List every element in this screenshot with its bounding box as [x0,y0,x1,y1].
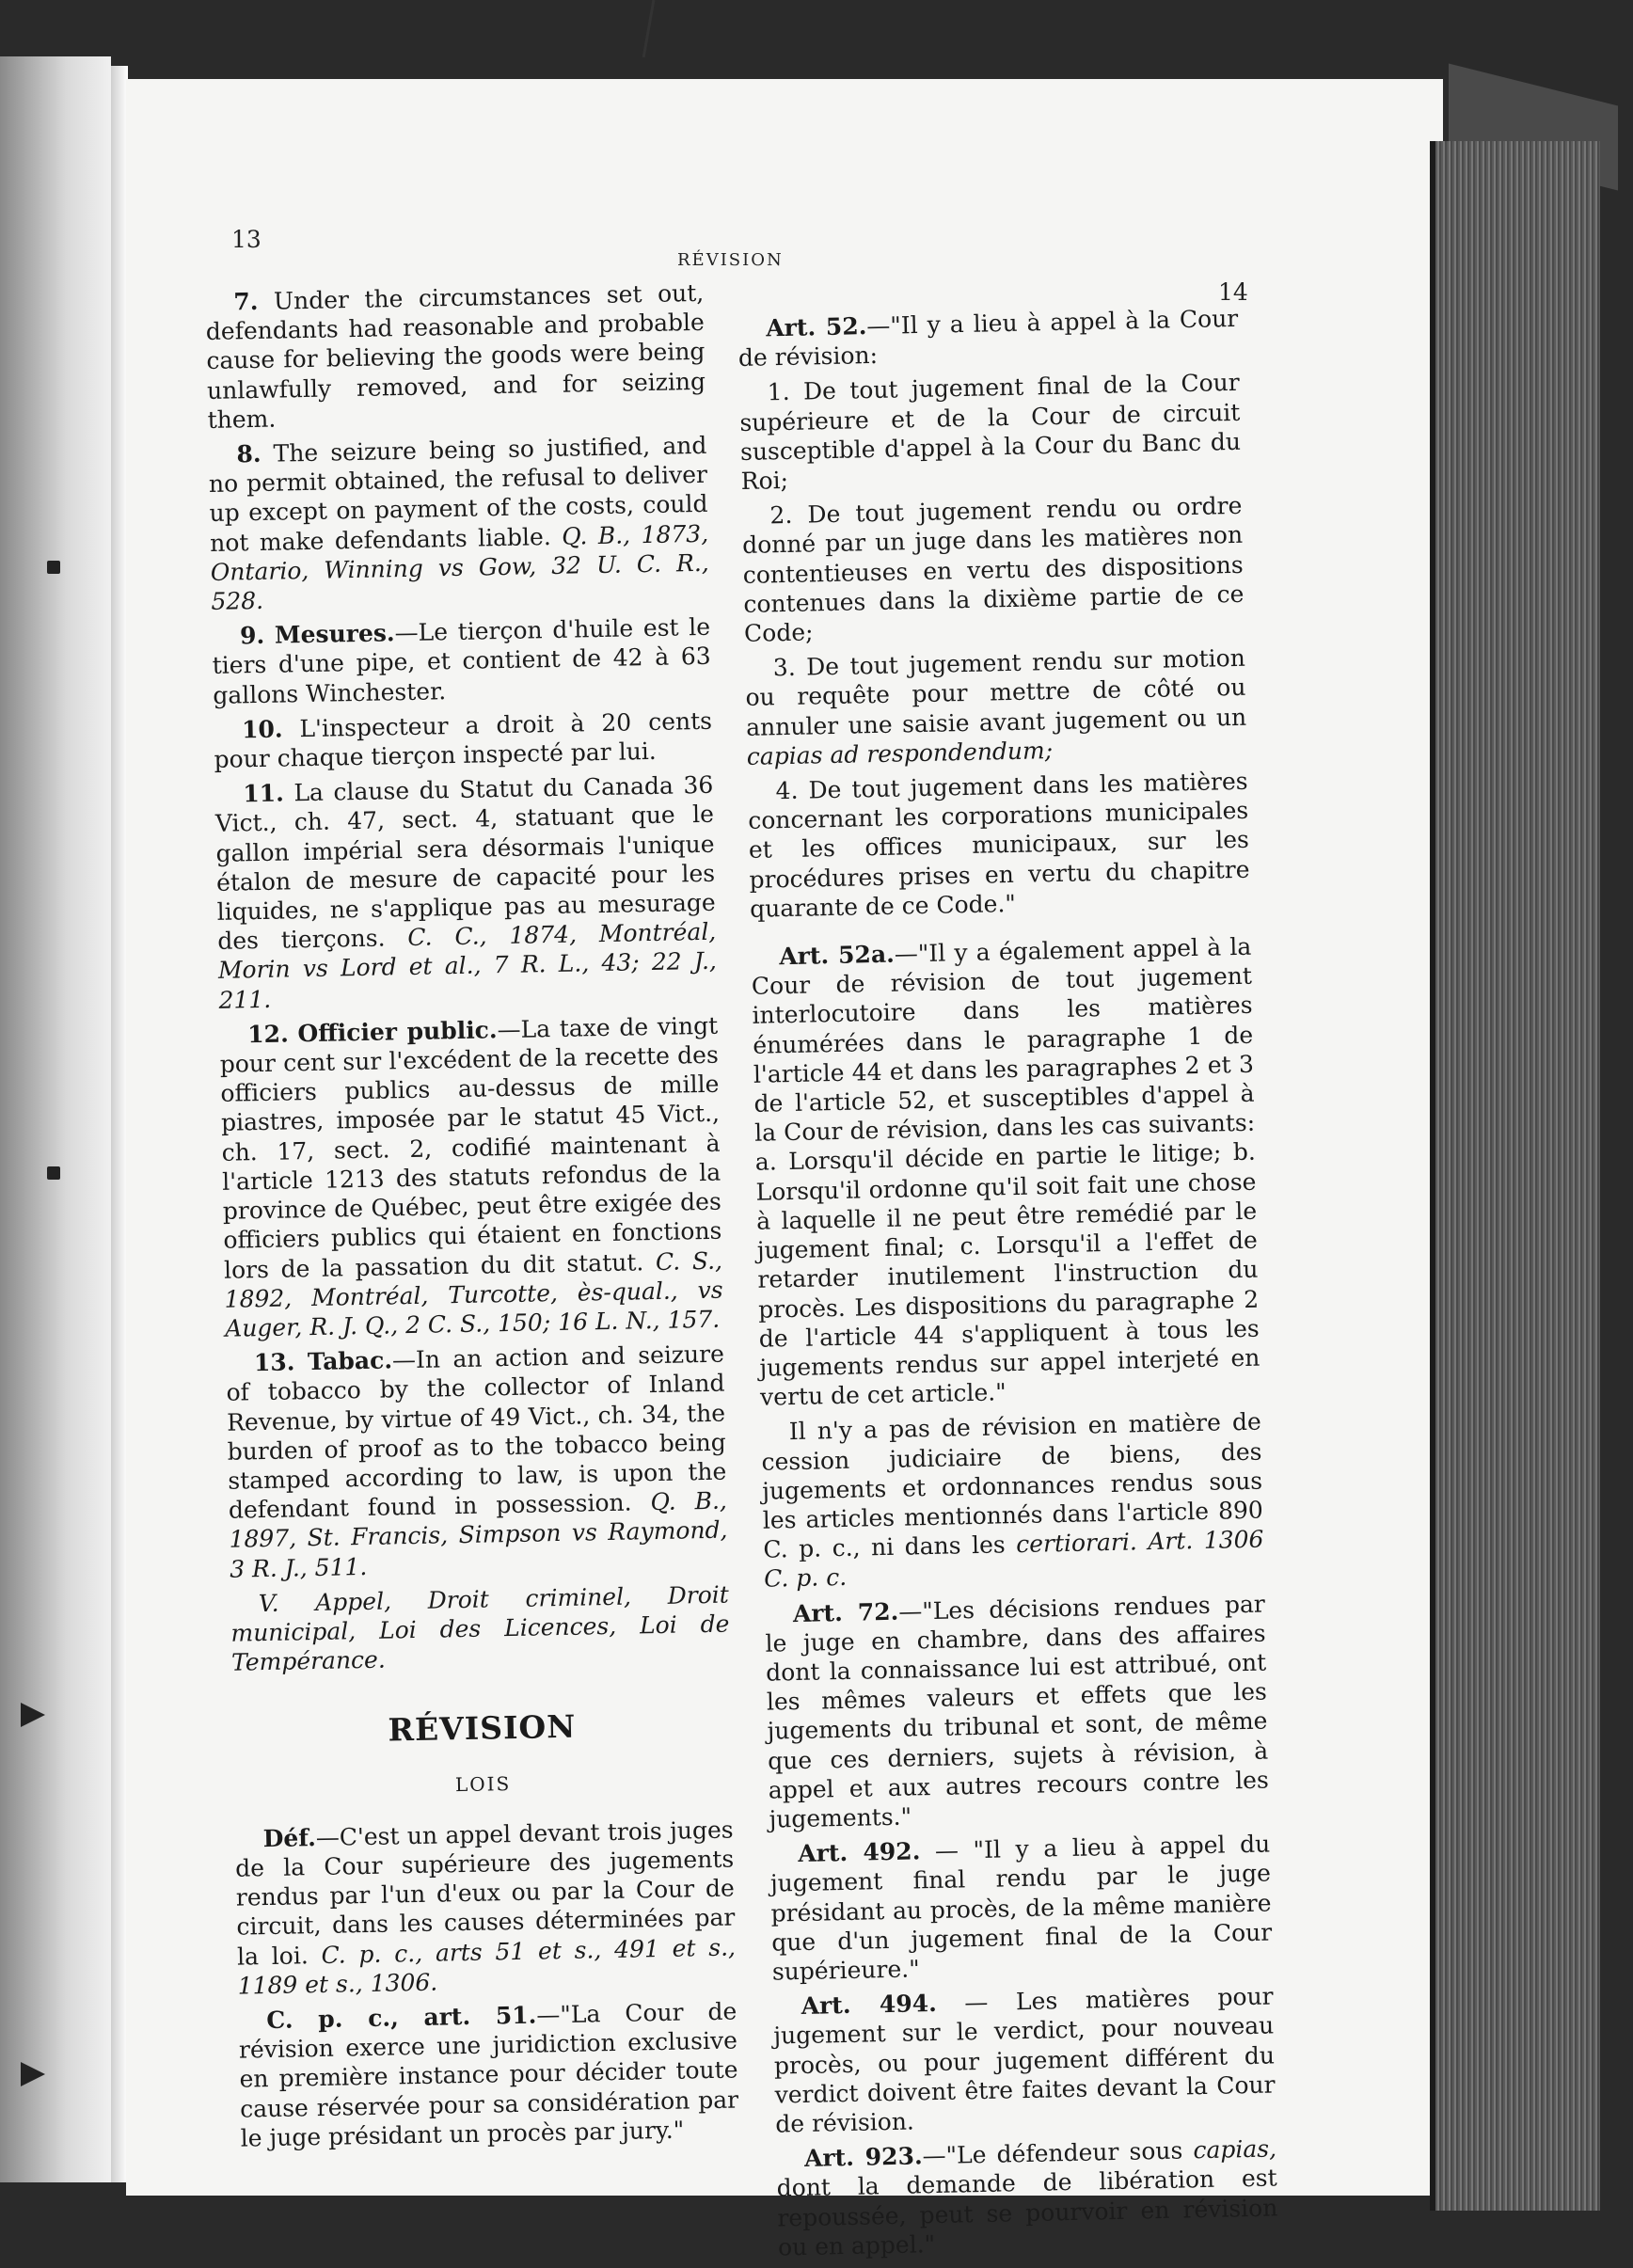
facing-page-edge [0,56,111,2182]
paragraph-11: 11. La clause du Statut du Canada 36 Vict., ch. 47, sect. 4, statuant que le gallon impérial sera désormais l'unique étalon de mesure de capacité pour les liquides, ne s'applique pas au mesurage des tierçons. C. C., 1874, Montréal, Morin vs Lord et al., 7 R. L., 43; 22 J., 211. [214,770,718,1014]
article-923: Art. 923.—"Le défendeur sous capias, dont la demande de libération est repoussée, peut se pourvoir en révision ou en appel." [776,2134,1278,2261]
article-52: Art. 52.—"Il y a lieu à appel à la Cour de révision: [737,304,1239,373]
left-column [205,278,739,2159]
article-52-item-2: 2. De tout jugement rendu ou ordre donné par un juge dans les matières non contentieuses en vertu des dispositions contenues dans la dixième partie de ce Code; [741,492,1245,647]
article-72: Art. 72.—"Les décisions rendues par le juge en chambre, dans des affaires dont la connaissance lui est attribué, ont les mêmes valeurs et effets que les jugements du tribunal et sont, de même que ces derniers, sujets à révision, à appel et aux autres recours contre les jugements." [765,1590,1270,1833]
page-number-left: 13 [231,226,262,253]
cpc-article-51: C. p. c., art. 51.—"La Cour de révision exerce une juridiction exclusive en première instance pour décider toute cause réservée pour sa considération par le juge présidant un procès par jury." [238,1997,739,2152]
margin-mark [47,1166,60,1180]
paragraph-12: 12. Officier public.—La taxe de vingt pour cent sur l'excédent de la recette des officiers publics au-dessus de mille piastres, imposée par le statut 45 Vict., ch. 17, sect. 2, codifié maintenant à l'article 1213 des statuts refondus de la province de Québec, peut être exigée des officiers publics qui étaient en fonctions lors de la passation du dit statut. C. S., 1892, Montréal, Turcotte, ès-qual., vs Auger, R. J. Q., 2 C. S., 150; 16 L. N., 157. [219,1011,723,1342]
paragraph-9: 9. Mesures.—Le tierçon d'huile est le tiers d'une pipe, et contient de 42 à 63 gallons Winchester. [212,612,711,709]
article-494: Art. 494. — Les matières pour jugement sur le verdict, pour nouveau procès, ou pour jugement différent du verdict doivent être faites devant la Cour de révision. [773,1982,1276,2138]
revision-note: Il n'y a pas de révision en matière de cession judiciaire de biens, des jugements et ordonnances rendus sous les articles mentionnés dans l'article 890 C. p. c., ni dans les certiorari. Art. 1306 C. p. c. [761,1407,1264,1594]
article-52-item-1: 1. De tout jugement final de la Cour supérieure et de la Cour de circuit susceptible d'appel à la Cour du Banc du Roi; [739,369,1242,495]
article-52-item-4: 4. De tout jugement dans les matières concernant les corporations municipales et les offices municipaux, sur les procédures prises en vertu du chapitre quarante de ce Code." [747,767,1250,923]
section-title: RÉVISION [388,1708,577,1749]
see-also: V. Appel, Droit criminel, Droit municipal, Loi des Licences, Loi de Tempérance. [230,1580,730,1676]
article-52a: Art. 52a.—"Il y a également appel à la Cour de révision de tout jugement interlocutoire dans les matières énumérées dans le paragraphe 1 de l'article 44 et dans les paragraphes 2 et 3 de l'article 52, et susceptibles d'appel à la Cour de révision, dans les cas suivants: a. Lorsqu'il décide en partie le litige; b. Lorsqu'il ordonne qu'il soit fait une chose à laquelle il ne peut être remédié par le jugement final; c. Lorsqu'il a l'effet de retarder inutilement l'instruction du procès. Les dispositions du paragraphe 2 de l'article 44 s'appliquent à tous les jugements rendus sur appel interjeté en vertu de cet article." [751,932,1260,1411]
right-column [737,304,1278,2268]
paragraph-8: 8. The seizure being so justified, and no permit obtained, the refusal to deliver up except on payment of the costs, could not make defendants liable. Q. B., 1873, Ontario, Winning vs Gow, 32 U. C. R., 528. [208,431,709,615]
subsection-title: LOIS [454,1771,512,1796]
paragraph-7: 7. Under the circumstances set out, defendants had reasonable and probable cause for believing the goods were being unlawfully removed, and for seizing them. [205,278,706,434]
article-52-item-3: 3. De tout jugement rendu sur motion ou requête pour mettre de côté ou annuler une saisie avant jugement ou un capias ad respondendum; [745,644,1247,770]
article-492: Art. 492. — "Il y a lieu à appel du jugement final rendu par le juge présidant au procès, de la même manière que d'un jugement final de la Cour supérieure." [769,1830,1273,1986]
definition: Déf.—C'est un appel devant trois juges de la Cour supérieure des jugements rendus par l'un d'eux ou par la Cour de circuit, dans les causes déterminées par la loi. C. p. c., arts 51 et s., 491 et s., 1189 et s., 1306. [234,1816,737,2000]
paragraph-10: 10. L'inspecteur a droit à 20 cents pour chaque tierçon inspecté par lui. [214,706,713,773]
margin-mark [47,561,60,574]
page-fore-edge [1430,141,1600,2211]
page-number-right: 14 [1218,278,1248,306]
scan-mark [642,0,661,58]
running-head: RÉVISION [677,250,784,270]
paragraph-13: 13. Tabac.—In an action and seizure of tobacco by the collector of Inland Revenue, by virtue of 49 Vict., ch. 34, the burden of proof as to the tobacco being stamped according to law, is upon the defendant found in possession. Q. B., 1897, St. Francis, Simpson vs Raymond, 3 R. J., 511. [226,1340,728,1583]
